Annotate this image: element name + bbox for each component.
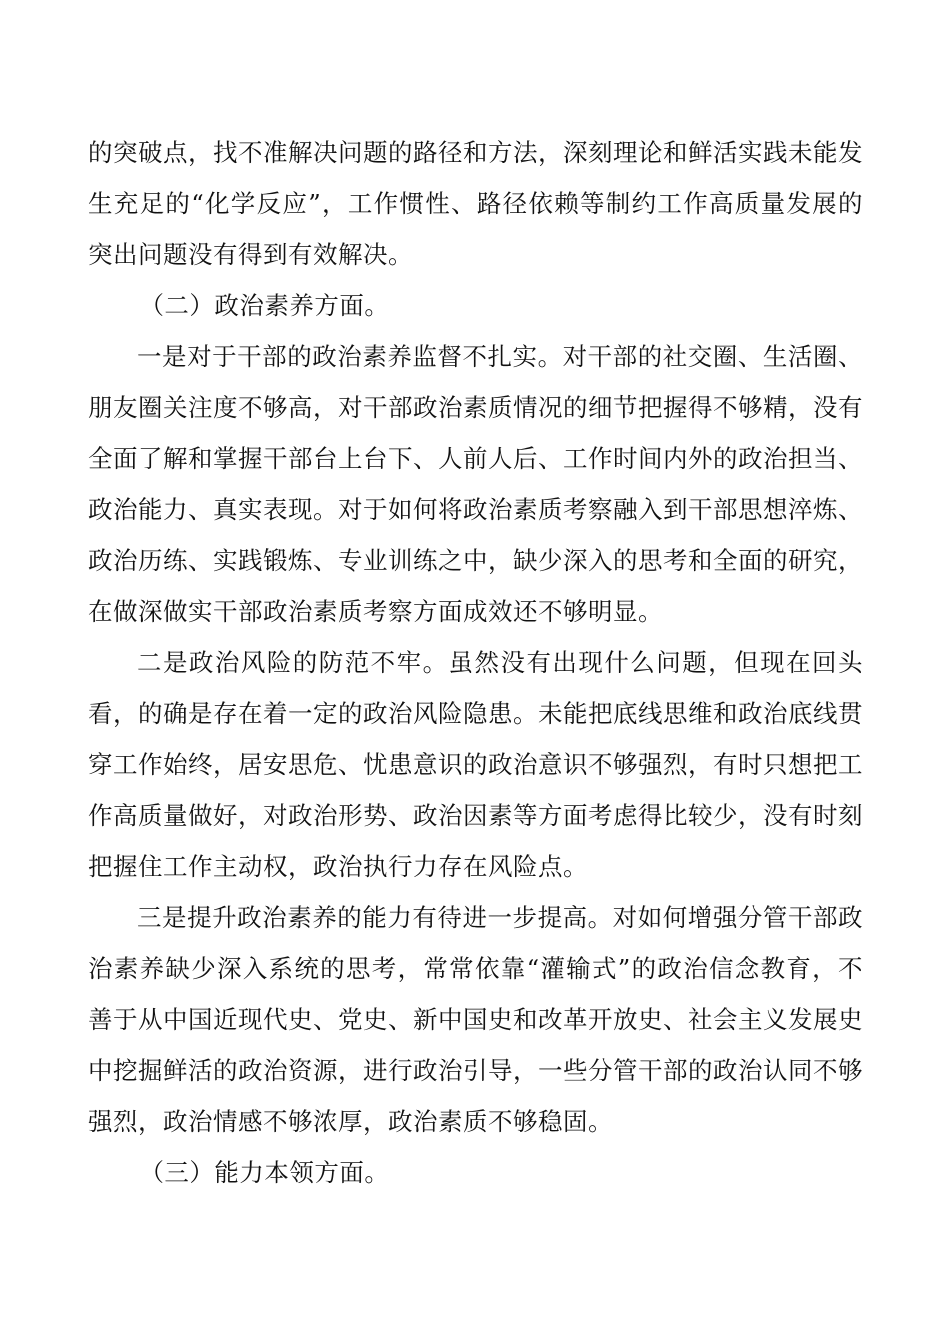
paragraph-point-one: 一是对于干部的政治素养监督不扎实。对干部的社交圈、生活圈、朋友圈关注度不够高，对干部政治素质情况的细节把握得不够精，没有全面了解和掌握干部台上台下、人前人后、工作时间内外的政治担当、政治能力、真实表现。对于如何将政治素质考察融入到干部思想淬炼、政治历练、实践锻炼、专业训练之中，缺少深入的思考和全面的研究，在做深做实干部政治素质考察方面成效还不够明显。: [88, 342, 863, 626]
section-heading-political-quality: （二）政治素养方面。: [139, 291, 390, 320]
paragraph-continuation: 的突破点，找不准解决问题的路径和方法，深刻理论和鲜活实践未能发生充足的“化学反应”，工作惯性、路径依赖等制约工作高质量发展的突出问题没有得到有效解决。: [88, 138, 863, 269]
document-body: [88, 127, 863, 1198]
section-heading-ability: （三）能力本领方面。: [139, 1158, 390, 1187]
paragraph-point-two: 二是政治风险的防范不牢。虽然没有出现什么问题，但现在回头看，的确是存在着一定的政治风险隐患。未能把底线思维和政治底线贯穿工作始终，居安思危、忧患意识的政治意识不够强烈，有时只想把工作高质量做好，对政治形势、政治因素等方面考虑得比较少，没有时刻把握住工作主动权，政治执行力存在风险点。: [88, 648, 863, 881]
paragraph-point-three: 三是提升政治素养的能力有待进一步提高。对如何增强分管干部政治素养缺少深入系统的思考，常常依靠“灌输式”的政治信念教育，不善于从中国近现代史、党史、新中国史和改革开放史、社会主义发展史中挖掘鲜活的政治资源，进行政治引导，一些分管干部的政治认同不够强烈，政治情感不够浓厚，政治素质不够稳固。: [88, 903, 863, 1136]
